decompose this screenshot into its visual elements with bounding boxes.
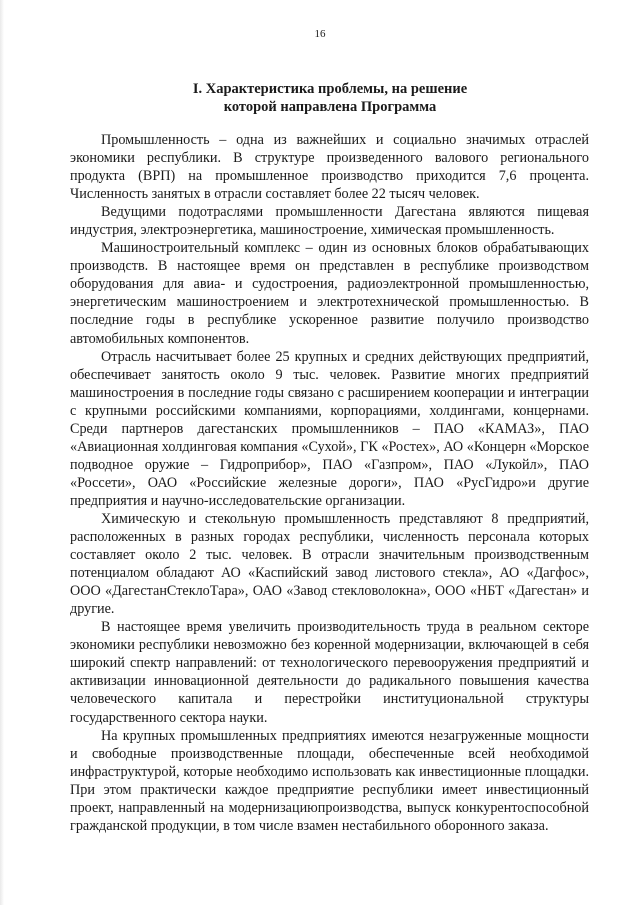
scan-edge xyxy=(0,0,4,905)
paragraph-investment-sites: На крупных промышленных предприятиях имеются незагруженные мощности и свободные производственные площади, обеспеченные всей необходимой инфраструктурой, которые необходимо использовать как инвестиционные площадки. При этом практически каждое предприятие республики имеет инвестиционный проект, направленный на модернизациюпроизводства, выпуск конкурентоспособной гражданской продукции, в том числе взамен нестабильного оборонного заказа. xyxy=(70,727,589,834)
page-number: 16 xyxy=(314,28,326,40)
section-heading-line-2: которой направлена Программа xyxy=(223,99,437,115)
paragraph-chemical-glass: Химическую и стекольную промышленность представляют 8 предприятий, расположенных в разных городах республики, численность персонала которых составляет около 2 тыс. человек. В отрасли значительным производственным потенциалом обладают АО «Каспийский завод листового стекла», АО «Дагфос», ООО «ДагестанСтеклоТара», ОАО «Завод стекловолокна», ООО «НБТ «Дагестан» и другие. xyxy=(70,510,589,618)
paragraph-machine-building: Машиностроительный комплекс – один из основных блоков обрабатывающих производств. В настоящее время он представлен в республике производством оборудования для авиа- и судостроения, радиоэлектронной промышленностью, энергетическим машиностроением и электротехнической промышленностью. В последние годы в республике ускоренное развитие получило производство автомобильных компонентов. xyxy=(70,240,589,347)
paragraph-industry-overview: Промышленность – одна из важнейших и социально значимых отраслей экономики республики. В структуре произведенного валового регионального продукта (ВРП) на промышленное производство приходится 7,6 процента. Численность занятых в отрасли составляет более 22 тысяч человек. xyxy=(70,132,589,203)
paragraph-modernization: В настоящее время увеличить производительность труда в реальном секторе экономики республики невозможно без коренной модернизации, включающей в себя широкий спектр направлений: от технологического перевооружения предприятий и активизации инновационной деятельности до радикального повышения качества человеческого капитала и перестройки институциональной структуры государственного сектора науки. xyxy=(70,619,589,726)
paragraph-industry-partners: Отрасль насчитывает более 25 крупных и средних действующих предприятий, обеспечивает занятость около 9 тыс. человек. Развитие многих предприятий машиностроения в последние годы связано с расширением кооперации и интеграции с крупными российскими компаниями, корпорациями, холдингами, концернами. Среди партнеров дагестанских промышленников – ПАО «КАМАЗ», ПАО «Авиационная холдинговая компания «Сухой», ГК «Ростех», АО «Концерн «Морское подводное оружие – Гидроприбор», ПАО «Газпром», ПАО «Лукойл», ПАО «Россети», ОАО «Российские железные дороги», ПАО «РусГидро»и другие предприятия и научно-исследовательские организации. xyxy=(70,348,589,509)
body-text xyxy=(70,131,589,835)
paragraph-leading-subsectors: Ведущими подотраслями промышленности Дагестана являются пищевая индустрия, электроэнергетика, машиностроение, химическая промышленность. xyxy=(70,204,589,239)
section-heading xyxy=(70,80,590,116)
section-heading-line-1: I. Характеристика проблемы, на решение xyxy=(192,81,468,97)
